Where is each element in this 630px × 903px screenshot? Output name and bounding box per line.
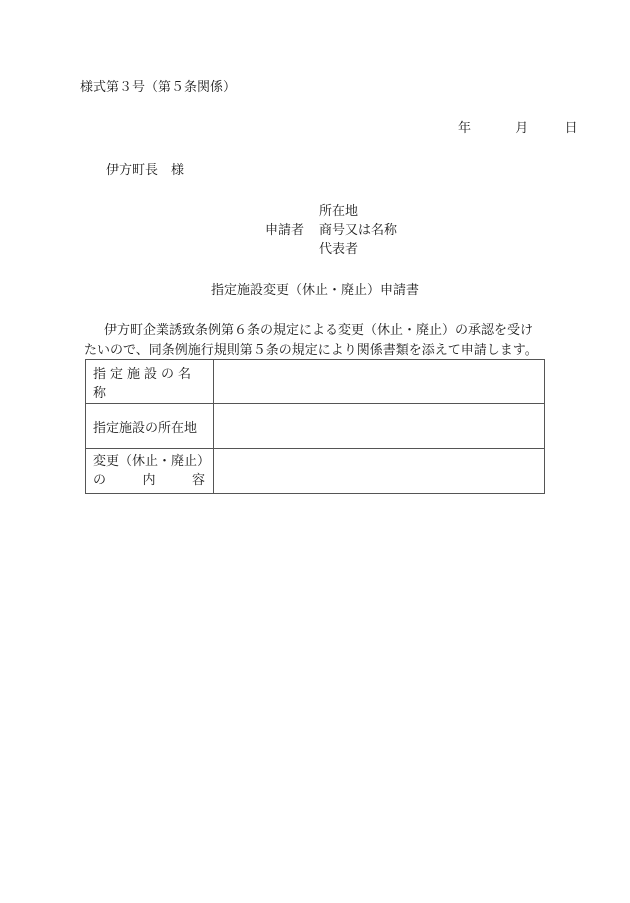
facility-address-field[interactable] [214, 404, 545, 449]
facility-name-label-text: 指定施設の名称 [93, 366, 196, 401]
change-content-field[interactable] [214, 449, 545, 494]
label-char-you: 容 [191, 473, 205, 488]
applicant-label: 申請者 [265, 223, 305, 238]
date-line [458, 121, 578, 137]
body-line-2: たいので、同条例施行規則第５条の規定により関係書類を添えて申請します。 [84, 343, 538, 358]
change-content-label-line2 [93, 471, 205, 490]
label-char-nai: 内 [142, 473, 156, 488]
body-line-1: 伊方町企業誘致条例第６条の規定による変更（休止・廃止）の承認を受け [104, 323, 534, 338]
table-row [86, 360, 545, 404]
name-label: 商号又は名称 [319, 223, 398, 238]
facility-name-label [86, 360, 214, 404]
info-table [85, 359, 545, 494]
date-day: 日 [564, 121, 578, 136]
representative-label: 代表者 [319, 242, 359, 257]
document-title: 指定施設変更（休止・廃止）申請書 [210, 283, 419, 298]
body-text [86, 321, 538, 361]
table-row [86, 449, 545, 494]
form-number: 様式第３号（第５条関係） [80, 80, 237, 95]
table-row [86, 404, 545, 449]
addressee: 伊方町長 様 [106, 163, 185, 178]
facility-name-field[interactable] [214, 360, 545, 404]
date-month: 月 [515, 121, 529, 136]
applicant-block [265, 202, 397, 259]
change-content-label-line1: 変更（休止・廃止） [93, 454, 211, 469]
date-year: 年 [458, 121, 472, 136]
address-label: 所在地 [319, 204, 359, 219]
change-content-label [86, 449, 214, 494]
facility-address-label: 指定施設の所在地 [86, 404, 214, 449]
label-char-no: の [93, 473, 107, 488]
